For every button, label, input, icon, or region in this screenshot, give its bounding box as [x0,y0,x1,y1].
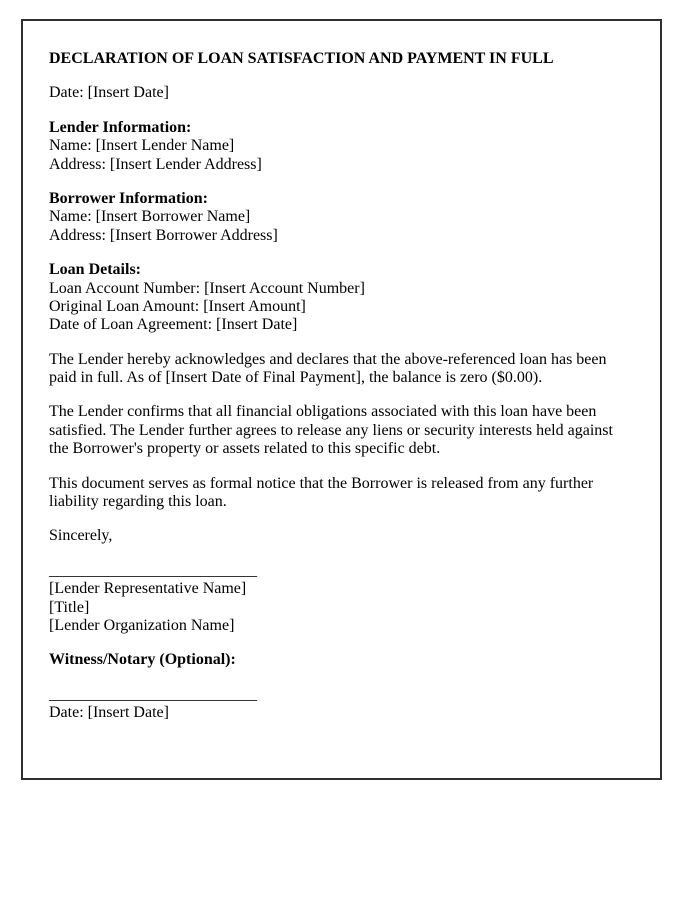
document-box [21,19,662,780]
closing-salutation: Sincerely, [49,527,113,545]
witness-signature-line: __________________________ [49,685,257,703]
lender-name: Name: [Insert Lender Name] [49,137,235,155]
signature-block [49,562,634,636]
paragraph-acknowledgement: The Lender hereby acknowledges and declares that the above-referenced loan has been paid in full. As of [Insert Date of Final Payment], the balance is zero ($0.00). [49,350,607,387]
signature-organization: [Lender Organization Name] [49,616,235,634]
borrower-section [49,190,634,245]
loan-agreement-date: Date of Loan Agreement: [Insert Date] [49,316,298,334]
signature-title: [Title] [49,598,90,616]
witness-date-line: Date: [Insert Date] [49,704,169,722]
paragraph-confirmation: The Lender confirms that all financial obligations associated with this loan have been satisfied. The Lender further agrees to release any liens or security interests held against the Borrower's property or assets related to this specific debt. [49,403,613,458]
document-title: DECLARATION OF LOAN SATISFACTION AND PAYMENT IN FULL [49,50,554,67]
borrower-name: Name: [Insert Borrower Name] [49,208,251,226]
date-line: Date: [Insert Date] [49,84,169,102]
witness-block [49,686,634,723]
loan-details-heading: Loan Details: [49,261,141,279]
signature-line: __________________________ [49,561,257,579]
paragraph-notice: This document serves as formal notice that the Borrower is released from any further liability regarding this loan. [49,474,594,511]
signature-representative: [Lender Representative Name] [49,580,247,598]
loan-original-amount: Original Loan Amount: [Insert Amount] [49,297,306,315]
lender-heading: Lender Information: [49,118,192,136]
borrower-address: Address: [Insert Borrower Address] [49,226,278,244]
lender-section [49,119,634,174]
lender-address: Address: [Insert Lender Address] [49,155,262,173]
witness-heading: Witness/Notary (Optional): [49,651,236,669]
borrower-heading: Borrower Information: [49,189,208,207]
loan-details-section [49,261,634,335]
loan-account-number: Loan Account Number: [Insert Account Number] [49,279,365,297]
